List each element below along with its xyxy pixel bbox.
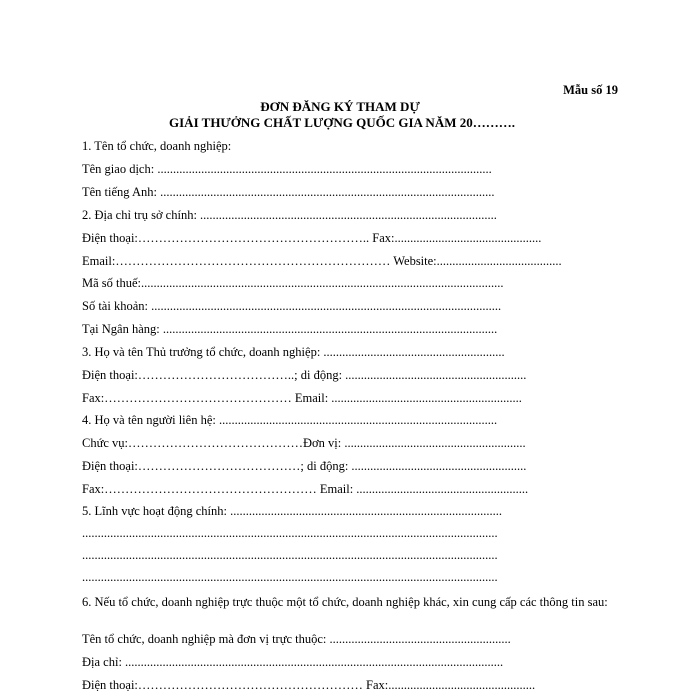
contact-fax-email-field: Fax:…………………………………………… Email: ....................................................... — [82, 482, 529, 496]
english-name-field: Tên tiếng Anh: ........................................................................................................... — [82, 185, 495, 199]
section-2-address-field: 2. Địa chỉ trụ sở chính: ............................................................................................... — [82, 208, 497, 222]
section-4-contact-name-field: 4. Họ và tên người liên hệ: ......................................................................................... — [82, 413, 498, 427]
blank-line: ..................................................................................................................................... — [82, 548, 498, 562]
section-5-main-field: 5. Lĩnh vực hoạt động chính: ....................................................................................... — [82, 504, 502, 518]
form-code: Mẫu số 19 — [563, 83, 618, 97]
section-1-heading: 1. Tên tổ chức, doanh nghiệp: — [82, 139, 232, 153]
section-6-heading: 6. Nếu tổ chức, doanh nghiệp trực thuộc một tổ chức, doanh nghiệp khác, xin cung cấp các thông tin sau: — [82, 595, 608, 609]
parent-org-name-field: Tên tổ chức, doanh nghiệp mà đơn vị trực thuộc: .......................................................... — [82, 632, 511, 646]
contact-phone-mobile-field: Điện thoại:…………………………………; di động: ........................................................ — [82, 459, 527, 473]
contact-position-unit-field: Chức vụ:……………………………………Đơn vị: .......................................................... — [82, 436, 526, 450]
tax-code-field: Mã số thuế:.................................................................................................................... — [82, 276, 504, 290]
title-line-1: ĐƠN ĐĂNG KÝ THAM DỰ — [260, 99, 420, 114]
blank-line: ..................................................................................................................................... — [82, 526, 498, 540]
bank-field: Tại Ngân hàng: ........................................................................................................... — [82, 322, 498, 336]
section-3-head-name-field: 3. Họ và tên Thủ trưởng tổ chức, doanh nghiệp: .......................................................... — [82, 345, 505, 359]
head-phone-mobile-field: Điện thoại:………………………………..; di động: .......................................................... — [82, 368, 527, 382]
phone-fax-field: Điện thoại:……………………………………………….. Fax:............................................... — [82, 231, 542, 245]
parent-phone-fax-field: Điện thoại:……………………………………………… Fax:............................................... — [82, 678, 536, 692]
email-website-field: Email:………………………………………………………… Website:........................................ — [82, 254, 562, 268]
account-number-field: Số tài khoản: ................................................................................................................ — [82, 299, 502, 313]
title-line-2: GIẢI THƯỞNG CHẤT LƯỢNG QUỐC GIA NĂM 20………. — [169, 115, 515, 130]
trade-name-field: Tên giao dịch: ........................................................................................................... — [82, 162, 492, 176]
parent-address-field: Địa chỉ: ......................................................................................................................... — [82, 655, 504, 669]
blank-line: ..................................................................................................................................... — [82, 570, 498, 584]
head-fax-email-field: Fax:……………………………………… Email: ............................................................. — [82, 391, 522, 405]
